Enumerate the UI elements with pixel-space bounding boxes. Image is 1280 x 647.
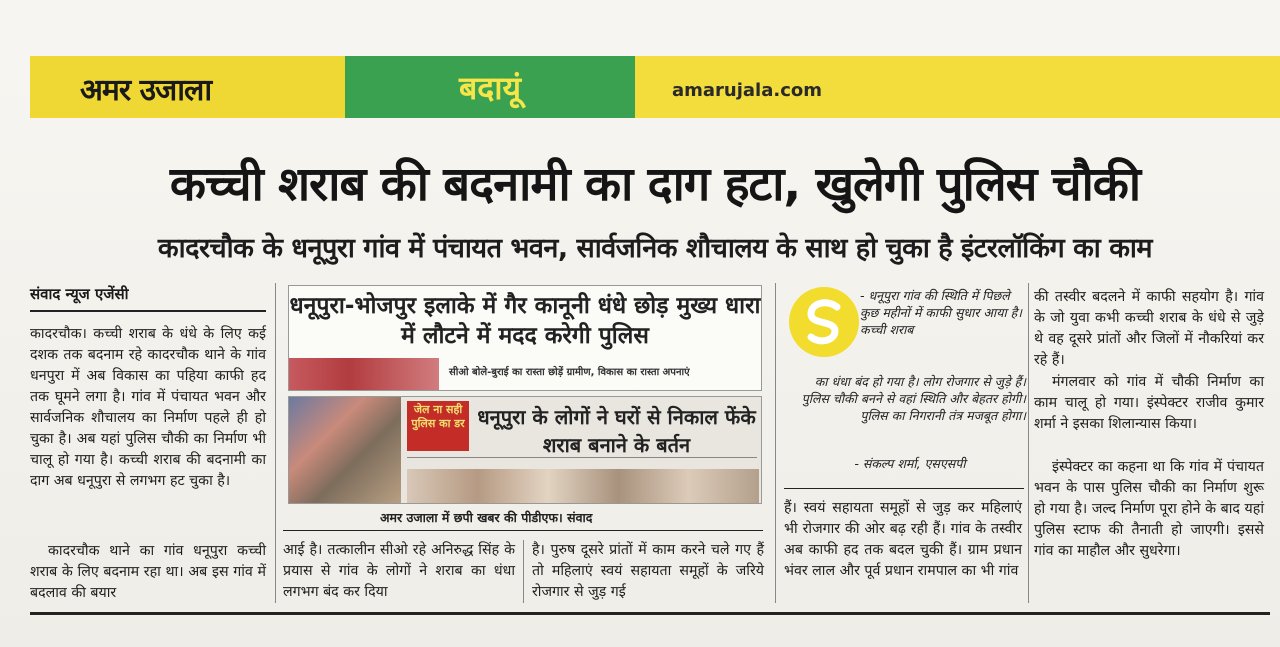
city-panel [345,56,635,118]
headline: कच्ची शराब की बदनामी का दाग हटा, खुलेगी पुलिस चौकी [169,157,1141,212]
page-top-margin [0,0,1280,52]
byline: संवाद न्यूज एजेंसी [30,285,129,303]
city-name: बदायूं [458,69,522,107]
column-divider-1 [275,283,276,603]
clipping-2-title: धनूपुरा के लोगों ने घरों से निकाल फेंके शराब बनाने के बर्तन [477,405,756,457]
column-1-para-2: कादरचौक थाने का गांव धनूपुरा कच्ची शराब के लिए बदनाम रहा था। अब इस गांव में बदलाव की बयार [30,543,266,601]
amar-ujala-logo-icon [789,287,859,357]
clipping-1-photo [289,358,439,390]
column-5-para-3: इंस्पेक्टर का कहना था कि गांव में पंचायत भवन के पास पुलिस चौकी का निर्माण शुरू हो गया है। जल्द निर्माण पूरा होने के बाद यहां पुलिस स्टाफ की तैनाती हो जाएगी। इससे गांव का माहौल और सुधरेगा। [1034,459,1264,559]
clipping-2-photo-strip [407,469,759,503]
column-1-para-1: कादरचौक। कच्ची शराब के धंधे के लिए कई दशक तक बदनाम रहे कादरचौक थाने के गांव धनपुरा में अब विकास का पहिया काफी हद तक घूमने लगा है। गांव में पंचायत भवन और सार्वजनिक शौचालय का निर्माण पहले ही हो चुका है। अब यहां पुलिस चौकी का निर्माण भी चालू हो गया है। कच्ची शराब की बदनामी का दाग अब धनूपुरा से लगभग हट चुका है। [30,326,266,489]
clipping-1 [288,285,762,391]
clipping-2-red-box: जेल ना सही पुलिस का डर [407,401,469,451]
column-2: आई है। तत्कालीन सीओ रहे अनिरुद्ध सिंह के प्रयास से गांव के लोगों ने शराब का धंधा लगभग बंद कर दिया [283,542,515,600]
clipping-2-text-line [407,457,757,468]
clipping-2 [288,396,762,504]
clipping-2-photo [289,397,401,503]
quote-part-2: का धंधा बंद हो गया है। लोग रोजगार से जुड़े हैं। पुलिस चौकी बनने से वहां स्थिति और बेहतर होगी। पुलिस का निगरानी तंत्र मजबूत होगा। [801,374,1026,423]
bottom-rule [30,612,1270,615]
masthead-brand-panel [30,56,348,118]
quote-part-1: - धनूपुरा गांव की स्थिति में पिछले कुछ महीनों में काफी सुधार आया है। कच्ची शराब [860,288,1023,337]
clipping-1-title: धनूपुरा-भोजपुर इलाके में गैर कानूनी धंधे छोड़ मुख्य धारा में लौटने में मदद करेगी पुलिस [289,293,761,349]
caption-rule [283,530,763,531]
quote-attribution: - संकल्प शर्मा, एसएसपी [854,456,966,471]
column-4: हैं। स्वयं सहायता समूहों से जुड़ कर महिलाएं भी रोजगार की ओर बढ़ रही हैं। गांव के तस्वीर अब काफी हद तक बदल चुकी हैं। ग्राम प्रधान भंवर लाल और पूर्व प्रधान रामपाल का भी गांव [784,500,1022,579]
column-3: है। पुरुष दूसरे प्रांतों में काम करने चले गए हैं तो महिलाएं स्वयं सहायता समूहों के जरिये रोजगार से जुड़ गई [532,542,764,600]
clipping-1-caption: सीओ बोले-बुराई का रास्ता छोड़ें ग्रामीण, विकास का रास्ता अपनाएं [449,367,690,378]
column-divider-4 [1028,283,1029,603]
subheadline: कादरचौक के धनूपुरा गांव में पंचायत भवन, सार्वजनिक शौचालय के साथ हो चुका है इंटरलॉकिंग का काम [157,233,1153,264]
column-5-para-2: मंगलवार को गांव में चौकी निर्माण का काम चालू हो गया। इंस्पेक्टर राजीव कुमार शर्मा ने इसका शिलान्यास किया। [1034,374,1264,432]
photo-caption: अमर उजाला में छपी खबर की पीडीएफ। संवाद [380,510,593,525]
masthead [30,56,1280,118]
column-divider-2 [523,540,524,603]
brand-logo: अमर उजाला [80,73,212,108]
byline-rule [30,310,266,312]
column-divider-3 [775,283,776,603]
column-5-para-1: की तस्वीर बदलने में काफी सहयोग है। गांव के जो युवा कभी कच्ची शराब के धंधे से जुड़े थे वह दूसरे प्रांतों और जिलों में नौकरियां कर रहे हैं। [1034,289,1264,368]
quote-rule [784,488,1024,489]
site-url: amarujala.com [672,80,823,101]
